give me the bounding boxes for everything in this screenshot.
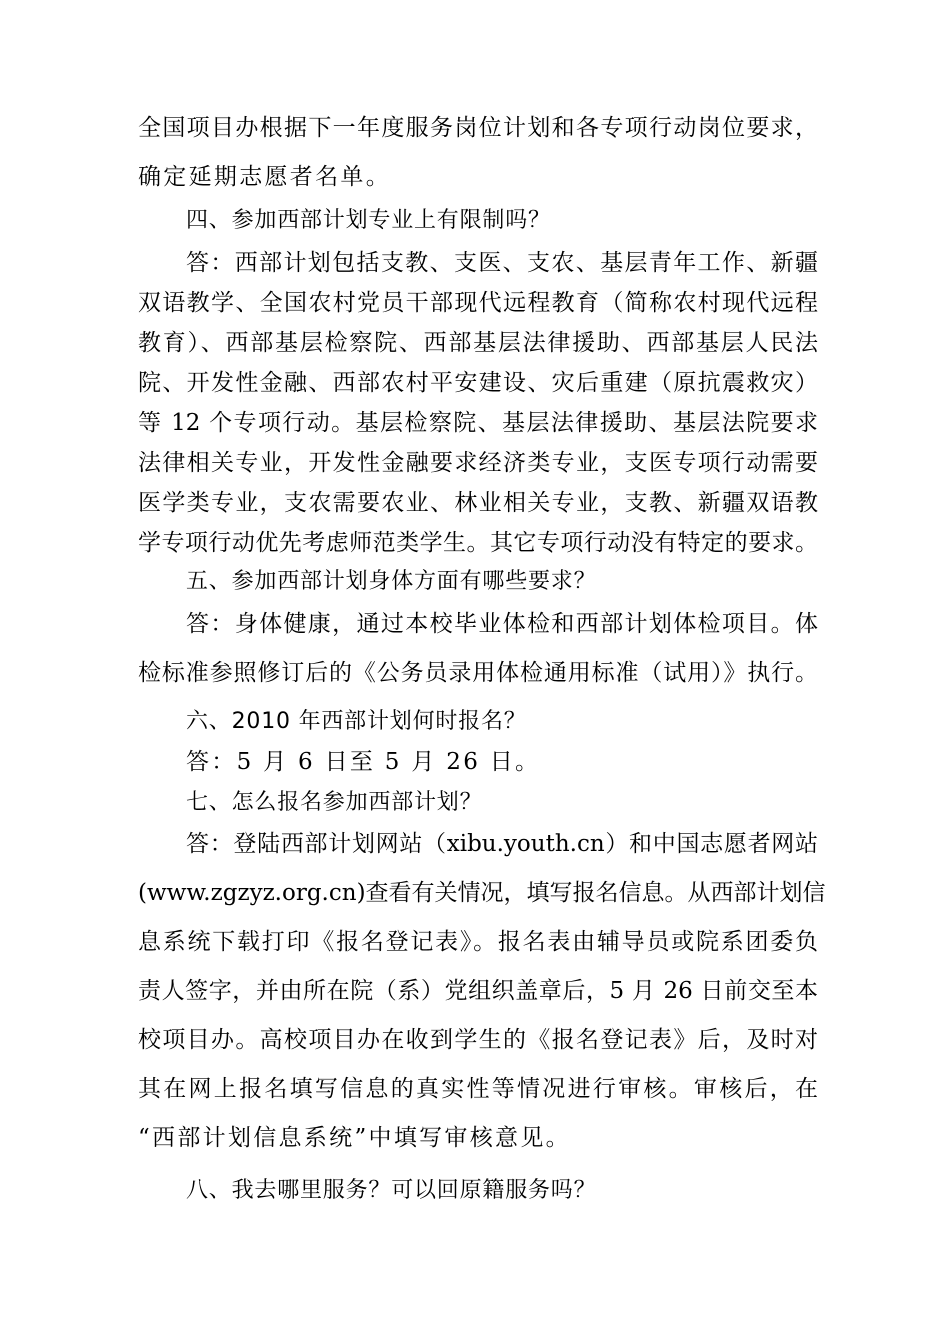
body-line: 学专项行动优先考虑师范类学生。其它专项行动没有特定的要求。: [138, 530, 818, 556]
section-heading-5: 五、参加西部计划身体方面有哪些要求？: [186, 569, 597, 594]
body-line: 检标准参照修订后的《公务员录用体检通用标准（试用）》执行。: [138, 660, 818, 686]
body-line: 教育）、西部基层检察院、西部基层法律援助、西部基层人民法: [138, 330, 818, 356]
body-line: 全国项目办根据下一年度服务岗位计划和各专项行动岗位要求，: [138, 115, 818, 141]
body-line: 其在网上报名填写信息的真实性等情况进行审核。审核后，在: [138, 1076, 818, 1102]
answer-line: 答：5 月 6 日至 5 月 26 日。: [186, 749, 541, 775]
section-heading-4: 四、参加西部计划专业上有限制吗？: [186, 208, 551, 233]
answer-line: 答：登陆西部计划网站（xibu.youth.cn）和中国志愿者网站: [186, 831, 818, 857]
section-heading-8: 八、我去哪里服务？可以回原籍服务吗？: [186, 1178, 597, 1203]
body-line: (www.zgzyz.org.cn)查看有关情况，填写报名信息。从西部计划信: [138, 880, 826, 906]
body-line: “西部计划信息系统”中填写审核意见。: [138, 1125, 571, 1151]
body-line: 确定延期志愿者名单。: [138, 164, 391, 190]
body-line: 双语教学、全国农村党员干部现代远程教育（简称农村现代远程: [138, 290, 818, 316]
body-line: 校项目办。高校项目办在收到学生的《报名登记表》后，及时对: [138, 1027, 818, 1053]
body-line: 息系统下载打印《报名登记表》。报名表由辅导员或院系团委负: [138, 929, 818, 955]
section-heading-6: 六、2010 年西部计划何时报名？: [186, 709, 527, 734]
body-line: 医学类专业，支农需要农业、林业相关专业，支教、新疆双语教: [138, 490, 818, 516]
body-line: 法律相关专业，开发性金融要求经济类专业，支医专项行动需要: [138, 450, 818, 476]
body-line: 责人签字，并由所在院（系）党组织盖章后，5 月 26 日前交至本: [138, 978, 818, 1004]
body-line: 院、开发性金融、西部农村平安建设、灾后重建（原抗震救灾）: [138, 370, 818, 396]
section-heading-7: 七、怎么报名参加西部计划？: [186, 790, 483, 815]
answer-line: 答：身体健康，通过本校毕业体检和西部计划体检项目。体: [186, 611, 818, 637]
body-line: 等 12 个专项行动。基层检察院、基层法律援助、基层法院要求: [138, 410, 818, 436]
answer-line: 答：西部计划包括支教、支医、支农、基层青年工作、新疆: [186, 250, 818, 276]
